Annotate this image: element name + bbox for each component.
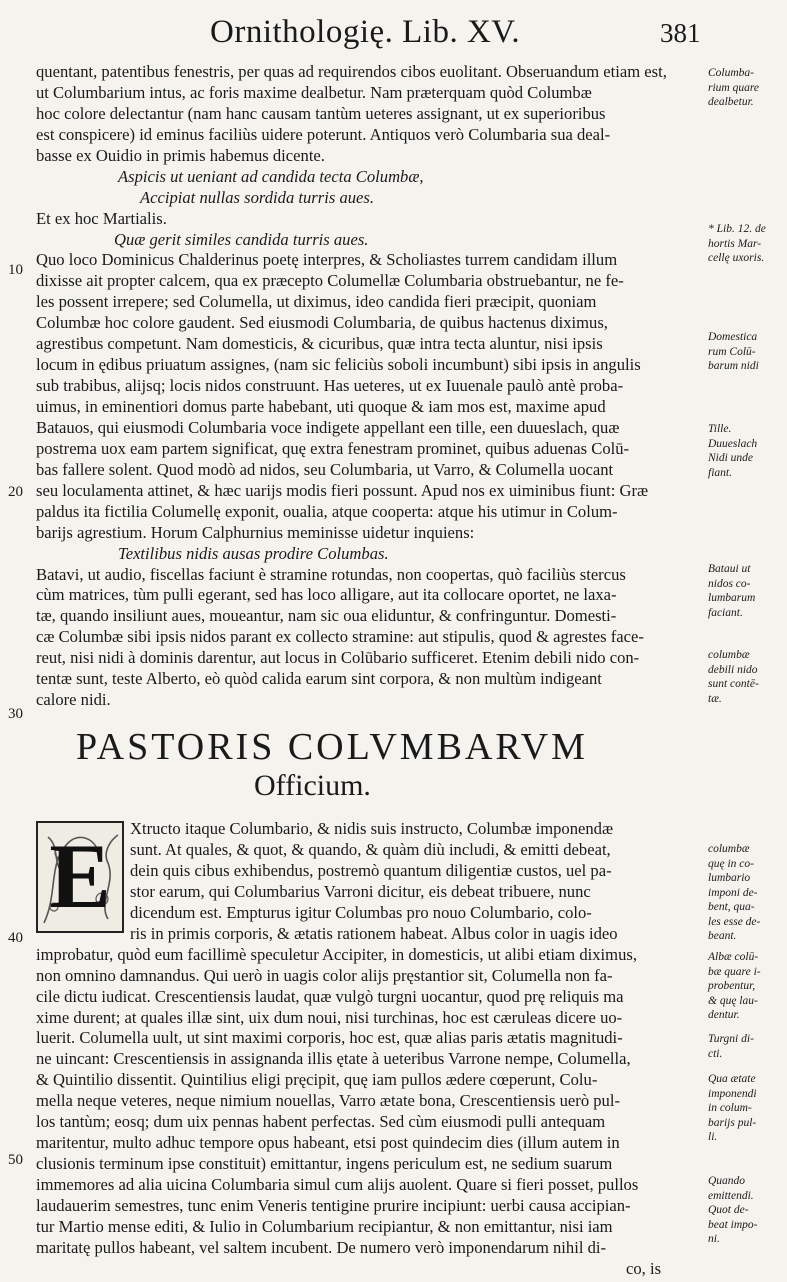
line-number: 30: [8, 706, 23, 722]
text-line: Batavi, ut audio, fiscellas faciunt è stramine rotundas, non coopertas, quò faciliùs stercus: [36, 564, 626, 584]
text-line: Xtructo itaque Columbario, & nidis suis instructo, Columbæ imponendæ: [130, 819, 614, 839]
text-line: tæ, quando insiliunt aues, moueantur, nam sic oua eliduntur, & confringuntur. Domesti-: [36, 606, 617, 626]
main-text: [36, 62, 704, 1280]
text-line: ut Columbarium intus, ac foris maxime dealbetur. Nam præterquam quòd Columbæ: [36, 82, 592, 102]
text-line: bas fallere solent. Quod modò ad nidos, seu Columbaria, ut Varro, & Columella uocant: [36, 459, 614, 479]
margin-note: Turgni di- cti.: [708, 1033, 754, 1060]
text-line: Et ex hoc Martialis.: [36, 208, 167, 228]
verse-line: Quæ gerit similes candida turris aues.: [114, 229, 369, 249]
text-line: basse ex Ouidio in primis habemus dicente.: [36, 145, 325, 165]
line-number: 10: [8, 262, 23, 278]
text-line: maritentur, multo adhuc tempore opus habeant, etsi post quindecim dies (illum autem in: [36, 1133, 620, 1153]
text-line: quentant, patentibus fenestris, per quas ad requirendos cibos euolitant. Obseruandum etiam est,: [36, 62, 667, 81]
text-line: stor earum, qui Columbarius Varroni dicitur, eis debeat tribuere, nunc: [130, 881, 591, 901]
text-line: mella neque veteres, neque nimium nouellas, Varro ætate bona, Crescentiensis uerò pul-: [36, 1091, 620, 1111]
verse-line: Aspicis ut ueniant ad candida tecta Columbæ,: [118, 166, 424, 186]
text-line: paldus ita fictilia Columellę exponit, oualia, atque cooperta: atque his utimur in Colum-: [36, 501, 618, 521]
text-line: agrestibus competunt. Nam domesticis, & cicuribus, quæ intra tecta aluntur, nisi ipsis: [36, 334, 603, 354]
text-line: dixisse ait propter calcem, qua ex præcepto Columellæ Columbaria obstruebantur, ne fe-: [36, 271, 624, 291]
text-line: dein quis cibus exhibendus, postremò quantum diligentiæ custos, uel pa-: [130, 860, 612, 880]
drop-cap-letter: E: [49, 825, 111, 928]
section-title: PASTORIS COLVMBARVM: [76, 726, 588, 769]
text-line: uimus, in eminentiori domus parte habebant, uti quoque & iam mos est, maxime apud: [36, 397, 606, 416]
section-heading: [36, 721, 704, 811]
running-title: Ornithologię. Lib. XV.: [210, 14, 521, 50]
page-number: 381: [660, 18, 701, 48]
margin-note: columbæ quę in co- lumbario imponi de- bent, qua- les esse de- beant.: [708, 843, 761, 942]
text-line: ris in primis corporis, & ætatis rationem habeat. Albus color in uagis ideo: [130, 923, 618, 943]
text-line: maritatę pullos habeant, vel saltem incubent. De numero verò imponendarum nihil di-: [36, 1237, 607, 1257]
margin-note: Albæ colū- bæ quare i- probentur, & quę lau- dentur.: [708, 951, 761, 1021]
text-line: tentæ sunt, teste Alberto, eò quòd calida earum sint corpora, & non multùm indigeant: [36, 669, 602, 689]
opening-paragraph: [36, 819, 704, 945]
text-line: est conspicere) id eminus faciliùs uidere poterunt. Antiquos verò Columbaria sua deal-: [36, 124, 611, 144]
text-line: Quo loco Dominicus Chalderinus poetę interpres, & Scholiastes turrem candidam illum: [36, 250, 618, 270]
section-subtitle: Officium.: [254, 769, 371, 803]
text-line: non omnino damnandus. Qui uerò in uagis color alijs pręstantior sit, Columella non fa-: [36, 965, 613, 985]
margin-note: * Lib. 12. de hortis Mar- cellę uxoris.: [708, 223, 766, 264]
text-line: immemores ad alia uicina Columbaria simul cum alijs auolent. Quare si fieri posset, pullos: [36, 1175, 639, 1194]
text-line: Columbæ hoc colore gaudent. Sed eiusmodi Columbaria, de quibus hactenus diximus,: [36, 313, 608, 333]
margin-note: Quando emittendi. Quot de- beat impo- ni.: [708, 1175, 758, 1245]
line-number: 20: [8, 484, 23, 500]
margin-note: Domestica rum Colū- barum nidi: [708, 331, 759, 372]
text-line: cile dictu iudicat. Crescentiensis laudat, quæ vulgò turgni uocantur, quod prę reliquis ma: [36, 986, 624, 1006]
margin-note: Tille. Duueslach Nidi unde fiant.: [708, 423, 758, 479]
text-line: cùm matrices, tùm pulli egerant, sed has loco alligare, aut ita collocare oportet, ne laxa-: [36, 585, 617, 605]
text-line: laudauerim semestres, tunc enim Veneris tentigine prurire incipiunt: uerbi causa accipian-: [36, 1195, 631, 1215]
margin-note: Qua ætate imponendi in colum- barijs pul- li.: [708, 1073, 757, 1143]
line-number: 50: [8, 1152, 23, 1168]
verse-line: Textilibus nidis ausas prodire Columbas.: [118, 543, 389, 563]
text-line: xime durent; at quales illæ sint, uix dum noui, nisi turchinas, hoc est cæruleas dicere uo-: [36, 1007, 623, 1027]
line-number: 40: [8, 930, 23, 946]
text-line: postrema uox eam partem significat, quę extra fenestram prominet, quibus aduenas Colū-: [36, 438, 630, 458]
page-header: [0, 14, 787, 54]
text-line: tur Martio mense editi, & Iulio in Columbarium recipiantur, & non emittantur, nisi iam: [36, 1216, 613, 1236]
text-line: barijs agrestium. Horum Calphurnius meminisse uidetur inquiens:: [36, 522, 475, 542]
text-line: locum in ędibus priuatum assignes, (nam sic feliciùs soboli incumbunt) sibi ipsis in angulis: [36, 355, 641, 375]
text-line: calore nidi.: [36, 690, 111, 710]
text-line: les possent irrepere; sed Columella, ut diximus, ideo candida fieri præcipit, quoniam: [36, 292, 597, 312]
text-line: cæ Columbæ sibi ipsis nidos parant ex collecto stramine: aut stipulis, quod & agrestes face-: [36, 627, 644, 647]
text-line: Batauos, qui eiusmodi Columbaria voce indigete appellant een tille, een duueslach, quæ: [36, 417, 620, 437]
catchword-line: co, is: [626, 1258, 662, 1278]
text-line: luerit. Columella uult, ut sint maximi corporis, hoc est, quæ alias paris ætatis magnitudi-: [36, 1028, 623, 1048]
text-line: & Quintilio dissentit. Quintilius eligi pręcipit, quę iam pullos ædere cœperunt, Colu-: [36, 1070, 598, 1090]
text-line: seu loculamenta attinet, & hæc uarijs modis fieri possunt. Apud nos ex uiminibus fiunt: Græ: [36, 480, 649, 500]
text-line: sunt. At quales, & quot, & quando, & quàm diù includi, & emitti debeat,: [130, 840, 611, 859]
text-line: hoc colore delectantur (nam hanc causam tantùm ueteres assignant, ut ex superioribus: [36, 103, 606, 123]
margin-note: Columba- rium quare dealbetur.: [708, 67, 760, 108]
margin-note: columbæ debili nido sunt contē- tæ.: [708, 649, 759, 705]
text-line: ne uincant: Crescentiensis in assignanda illis ętate à ueteribus Varrone nempe, Columella,: [36, 1049, 631, 1069]
text-line: reut, nisi nidi à dominis darentur, aut locus in Colūbario sufficeret. Etenim debili nido con-: [36, 648, 640, 668]
text-line: improbatur, quòd eum facillimè speculetur Accipiter, in domesticis, ut alibi etiam diximus,: [36, 944, 637, 964]
text-line: clusionis terminum ipse constituit) emittantur, ingens periculum est, ne sedium suarum: [36, 1154, 613, 1174]
verse-line: Accipiat nullas sordida turris aues.: [140, 187, 375, 207]
text-line: los tantùm; eosq; dum uix pennas habent perfectas. Sed cùm eiusmodi pulli antequam: [36, 1112, 606, 1132]
margin-note: Bataui ut nidos co- lumbarum faciant.: [708, 563, 756, 619]
text-line: sub trabibus, alijsq; locis nidos construunt. Has ueteres, ut ex Iuuenale paulò antè proba-: [36, 376, 624, 396]
text-line: dicendum est. Empturus igitur Columbas pro nouo Columbario, colo-: [130, 902, 592, 922]
decorated-initial: [36, 821, 124, 933]
